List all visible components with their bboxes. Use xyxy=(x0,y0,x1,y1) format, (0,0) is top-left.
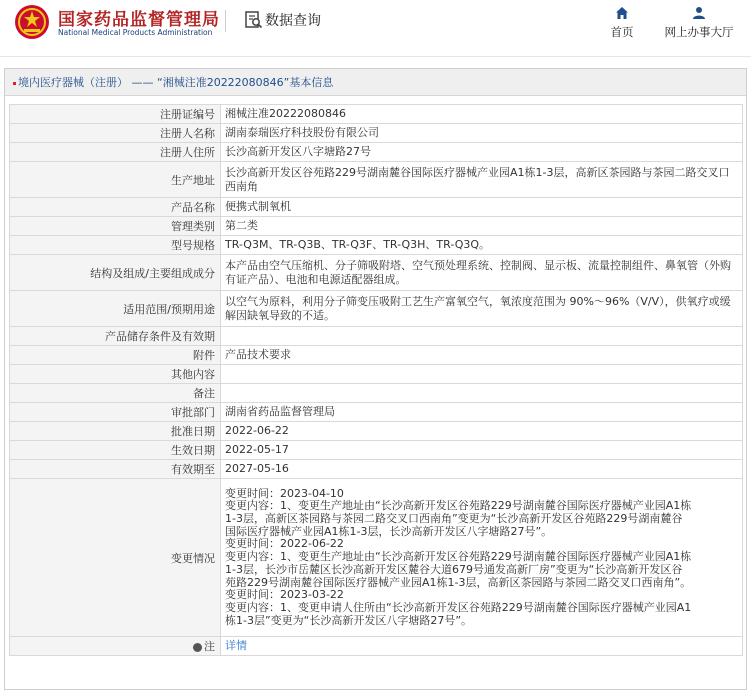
header-divider xyxy=(225,10,226,32)
panel-title-text: 境内医疗器械（注册） —— “湘械注准20222080846”基本信息 xyxy=(18,76,334,89)
field-value: 长沙高新开发区谷苑路229号湖南麓谷国际医疗器械产业园A1栋1-3层，高新区茶园路与茶园二路交叉口西南角 xyxy=(221,162,743,198)
field-label: 审批部门 xyxy=(10,403,221,422)
change-line: 变更时间：2023-03-22 xyxy=(225,588,344,602)
details-link[interactable]: 详情 xyxy=(221,637,743,656)
change-line: 变更内容：1、变更生产地址由“长沙高新开发区谷苑路229号湖南麓谷国际医疗器械产业园A1栋 xyxy=(225,550,692,564)
change-line: 苑路229号湖南麓谷国际医疗器械产业园A1栋1-3层，高新区茶园路与茶园二路交叉口西南角”。 xyxy=(225,575,692,589)
note-label-cell xyxy=(10,637,221,656)
field-value: 第二类 xyxy=(221,217,743,236)
field-label: 其他内容 xyxy=(10,365,221,384)
field-label: 型号规格 xyxy=(10,236,221,255)
detail-panel xyxy=(4,68,747,690)
field-label: 管理类别 xyxy=(10,217,221,236)
field-label: 生效日期 xyxy=(10,441,221,460)
changes-label: 变更情况 xyxy=(10,479,221,637)
data-query-icon xyxy=(245,11,263,29)
panel-title xyxy=(5,69,746,96)
nav-online-hall-label: 网上办事大厅 xyxy=(664,25,734,39)
field-value: 2027-05-16 xyxy=(221,460,743,479)
field-label: 产品名称 xyxy=(10,198,221,217)
table-row xyxy=(10,124,743,143)
note-label: 注 xyxy=(204,640,215,653)
table-row xyxy=(10,105,743,124)
field-label: 有效期至 xyxy=(10,460,221,479)
field-value: 湖南省药品监督管理局 xyxy=(221,403,743,422)
field-label: 结构及组成/主要组成成分 xyxy=(10,255,221,291)
table-row xyxy=(10,403,743,422)
table-row xyxy=(10,236,743,255)
info-table xyxy=(9,104,743,656)
user-icon xyxy=(692,6,706,20)
site-name: 国家药品监督管理局 xyxy=(58,10,220,30)
field-value: TR-Q3M、TR-Q3B、TR-Q3F、TR-Q3H、TR-Q3Q。 xyxy=(221,236,743,255)
table-row xyxy=(10,441,743,460)
note-icon xyxy=(193,643,202,652)
national-emblem-icon xyxy=(14,4,50,40)
site-name-english: National Medical Products Administration xyxy=(58,28,213,37)
site-header xyxy=(0,0,751,56)
table-row xyxy=(10,291,743,327)
change-line: 栋1-3层”变更为“长沙高新开发区八字塘路27号”。 xyxy=(225,613,473,627)
page-title: 数据查询 xyxy=(265,13,321,29)
table-row xyxy=(10,365,743,384)
field-value: 长沙高新开发区八字塘路27号 xyxy=(221,143,743,162)
nav-online-hall-button[interactable] xyxy=(658,6,740,42)
table-row xyxy=(10,162,743,198)
table-row-note xyxy=(10,637,743,656)
field-label: 附件 xyxy=(10,346,221,365)
table-row xyxy=(10,255,743,291)
table-row xyxy=(10,327,743,346)
nav-home-button[interactable] xyxy=(604,6,640,42)
field-label: 批准日期 xyxy=(10,422,221,441)
field-value: 湘械注准20222080846 xyxy=(221,105,743,124)
change-line: 国际医疗器械产业园A1栋1-3层，长沙高新开发区八字塘路27号”。 xyxy=(225,524,553,538)
home-icon xyxy=(615,6,629,20)
field-label: 注册人住所 xyxy=(10,143,221,162)
field-label: 适用范围/预期用途 xyxy=(10,291,221,327)
table-row xyxy=(10,384,743,403)
change-line: 1-3层，高新区茶园路与茶园二路交叉口西南角”变更为“长沙高新开发区谷苑路229号湖南麓谷 xyxy=(225,512,683,526)
field-value: 本产品由空气压缩机、分子筛吸附塔、空气预处理系统、控制阀、显示板、流量控制组件、鼻氧管（外购有证产品）、电池和电源适配器组成。 xyxy=(221,255,743,291)
change-line: 变更内容：1、变更申请人住所由“长沙高新开发区谷苑路229号湖南麓谷国际医疗器械产业园A1 xyxy=(225,600,692,614)
field-value xyxy=(221,327,743,346)
table-row xyxy=(10,422,743,441)
change-line: 变更内容：1、变更生产地址由“长沙高新开发区谷苑路229号湖南麓谷国际医疗器械产业园A1栋 xyxy=(225,499,692,513)
field-value: 以空气为原料，利用分子筛变压吸附工艺生产富氧空气，氧浓度范围为 90%～96%（V/V），供氧疗或缓解因缺氧导致的不适。 xyxy=(221,291,743,327)
field-value: 2022-05-17 xyxy=(221,441,743,460)
table-row xyxy=(10,346,743,365)
table-row xyxy=(10,143,743,162)
change-line: 变更时间：2022-06-22 xyxy=(225,537,344,551)
changes-value xyxy=(221,479,743,637)
nav-home-label: 首页 xyxy=(610,25,634,39)
table-row xyxy=(10,198,743,217)
field-label: 备注 xyxy=(10,384,221,403)
field-value xyxy=(221,365,743,384)
table-row xyxy=(10,217,743,236)
bullet-icon xyxy=(13,82,16,85)
field-value: 2022-06-22 xyxy=(221,422,743,441)
field-label: 注册人名称 xyxy=(10,124,221,143)
field-value xyxy=(221,384,743,403)
field-value: 产品技术要求 xyxy=(221,346,743,365)
field-label: 注册证编号 xyxy=(10,105,221,124)
table-row xyxy=(10,460,743,479)
change-line: 1-3层，长沙市岳麓区长沙高新开发区麓谷大道679号通发高新厂房”变更为“长沙高新开发区谷 xyxy=(225,562,683,576)
field-label: 产品储存条件及有效期 xyxy=(10,327,221,346)
change-line: 变更时间：2023-04-10 xyxy=(225,486,344,500)
header-rule xyxy=(0,56,751,57)
field-value: 湖南泰瑞医疗科技股份有限公司 xyxy=(221,124,743,143)
field-value: 便携式制氧机 xyxy=(221,198,743,217)
field-label: 生产地址 xyxy=(10,162,221,198)
table-row-changes xyxy=(10,479,743,637)
